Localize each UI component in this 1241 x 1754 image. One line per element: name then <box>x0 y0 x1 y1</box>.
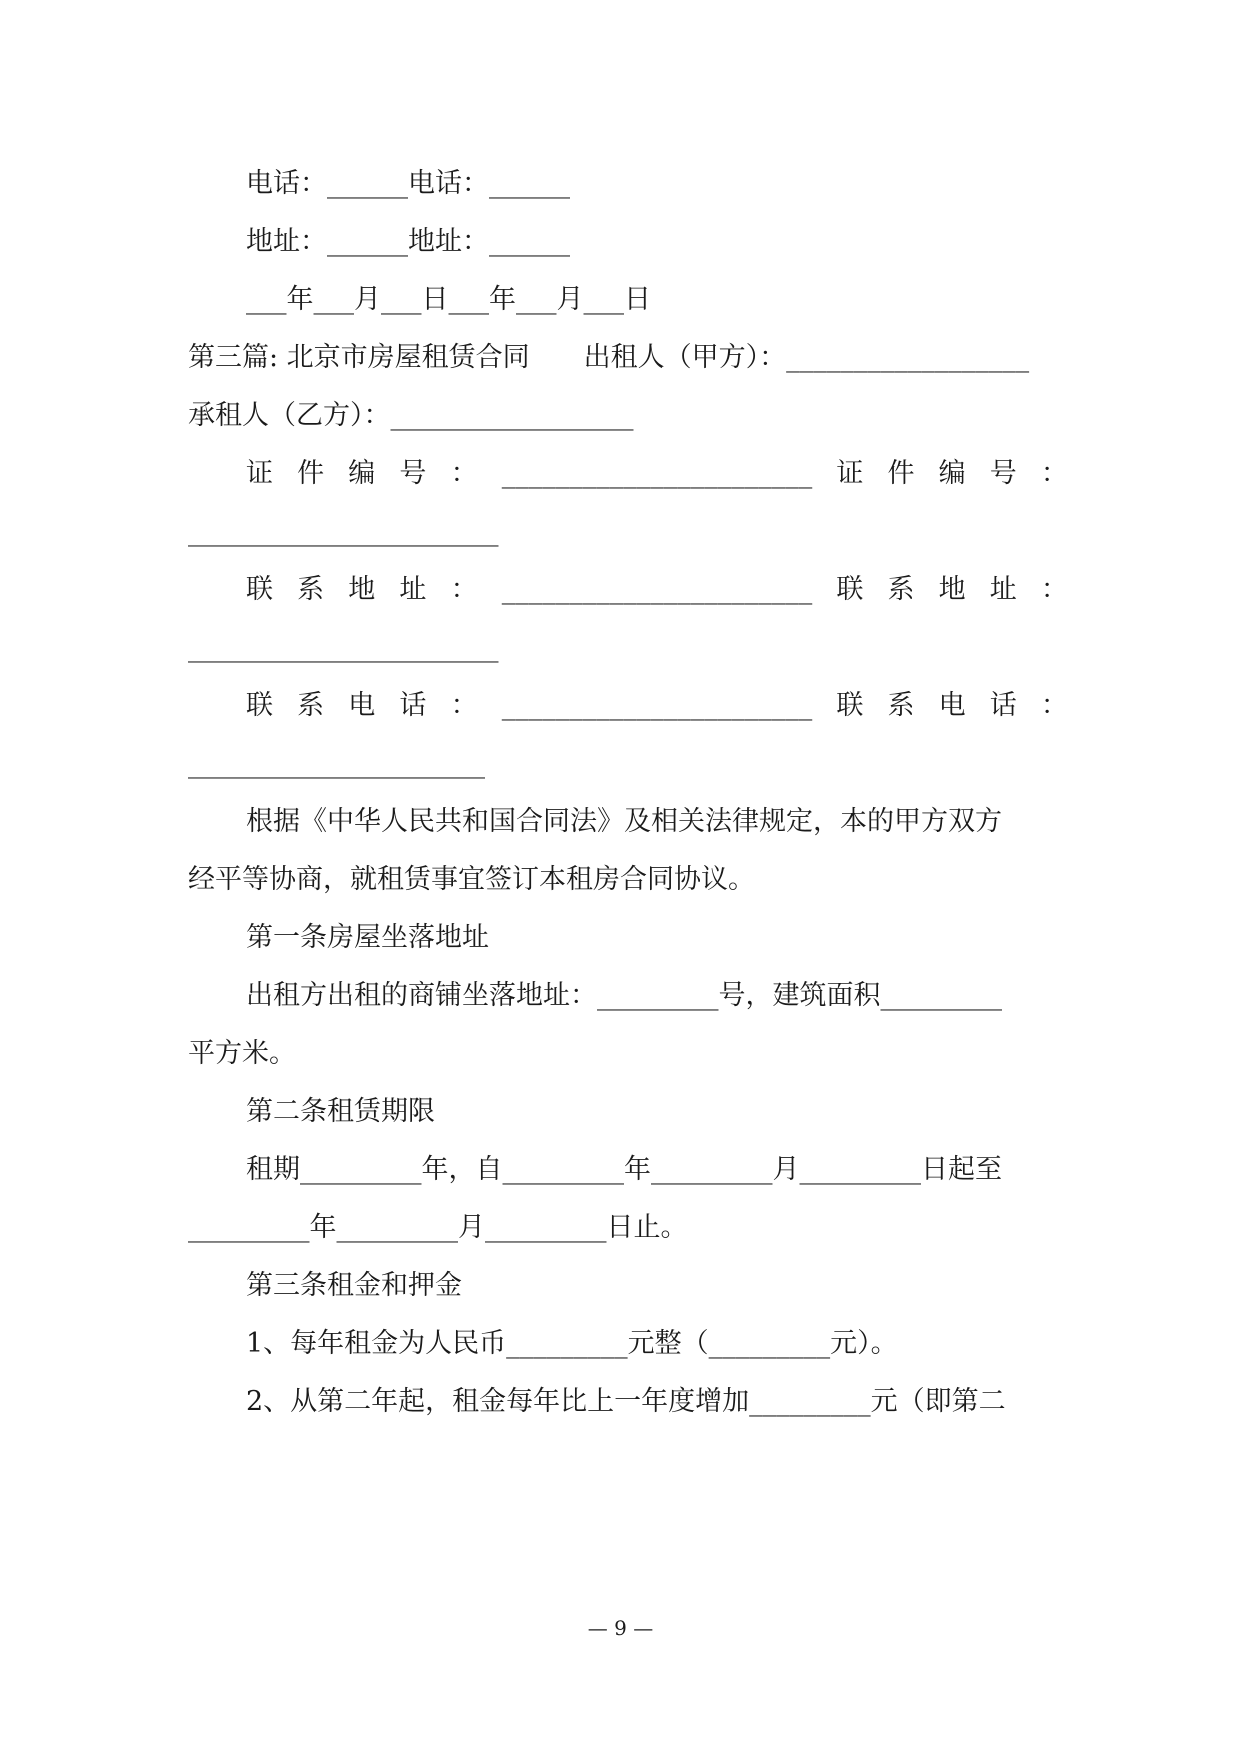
phone-blank: _______________________ <box>501 690 813 721</box>
address-char: 系 <box>297 574 325 605</box>
date-line: ___年___月___日___年___月___日 <box>246 284 651 315</box>
address-char: 址 <box>399 574 427 605</box>
address-char: 地 <box>938 574 966 605</box>
id-char: 编 <box>938 458 966 489</box>
article-three-heading: 第三条租金和押金 <box>246 1270 462 1301</box>
id-char: 件 <box>887 458 915 489</box>
phone-char: 联 <box>836 690 864 721</box>
id-number-blank: _______________________ <box>188 516 499 547</box>
id-char: 号 <box>989 458 1017 489</box>
id-number-line <box>246 454 1068 494</box>
phone-char: ： <box>1040 690 1068 721</box>
id-char: 编 <box>348 458 376 489</box>
article-two-heading: 第二条租赁期限 <box>246 1096 435 1127</box>
article-one-text-1: 出租方出租的商铺坐落地址：_________号，建筑面积_________ <box>246 980 1002 1011</box>
contact-address-line <box>246 570 1068 610</box>
intro-paragraph-line-1: 根据《中华人民共和国合同法》及相关法律规定，本的甲方双方 <box>246 806 1002 837</box>
address-char: 联 <box>836 574 864 605</box>
address-blank: _______________________ <box>501 574 813 605</box>
phone-char: ： <box>450 690 478 721</box>
tenant-line: 承租人（乙方）：__________________ <box>188 400 634 431</box>
id-char: 件 <box>297 458 325 489</box>
intro-paragraph-line-2: 经平等协商，就租赁事宜签订本租房合同协议。 <box>188 864 755 895</box>
section-three-title-line: 第三篇: 北京市房屋租赁合同 出租人（甲方）：__________________ <box>188 342 1030 373</box>
contact-phone-line <box>246 686 1068 726</box>
rent-clause-1: 1、每年租金为人民币_________元整（_________元）。 <box>246 1328 898 1359</box>
article-one-heading: 第一条房屋坐落地址 <box>246 922 489 953</box>
phone-char: 系 <box>887 690 915 721</box>
address-line: 地址：______地址：______ <box>246 226 570 257</box>
phone-char: 话 <box>989 690 1017 721</box>
address-char: ： <box>450 574 478 605</box>
id-blank: _______________________ <box>501 458 813 489</box>
id-char: ： <box>450 458 478 489</box>
id-char: 证 <box>836 458 864 489</box>
id-char: ： <box>1040 458 1068 489</box>
phone-char: 电 <box>348 690 376 721</box>
phone-line: 电话：______电话：______ <box>246 168 570 199</box>
phone-char: 话 <box>399 690 427 721</box>
article-one-text-2: 平方米。 <box>188 1038 296 1069</box>
page-number: — 9 — <box>587 1616 654 1640</box>
address-char: 址 <box>989 574 1017 605</box>
address-char: 地 <box>348 574 376 605</box>
phone-char: 联 <box>246 690 273 721</box>
phone-char: 电 <box>938 690 966 721</box>
article-two-text-1: 租期_________年，自_________年_________月_________日起至 <box>246 1154 1002 1185</box>
address-char: 系 <box>887 574 915 605</box>
phone-char: 系 <box>297 690 325 721</box>
contact-phone-blank: ______________________ <box>188 748 485 779</box>
article-two-text-2: _________年_________月_________日止。 <box>188 1212 688 1243</box>
id-char: 证 <box>246 458 273 489</box>
id-char: 号 <box>399 458 427 489</box>
address-char: ： <box>1040 574 1068 605</box>
rent-clause-2: 2、从第二年起，租金每年比上一年度增加_________元（即第二 <box>246 1386 1006 1417</box>
contact-address-blank: _______________________ <box>188 632 499 663</box>
address-char: 联 <box>246 574 273 605</box>
